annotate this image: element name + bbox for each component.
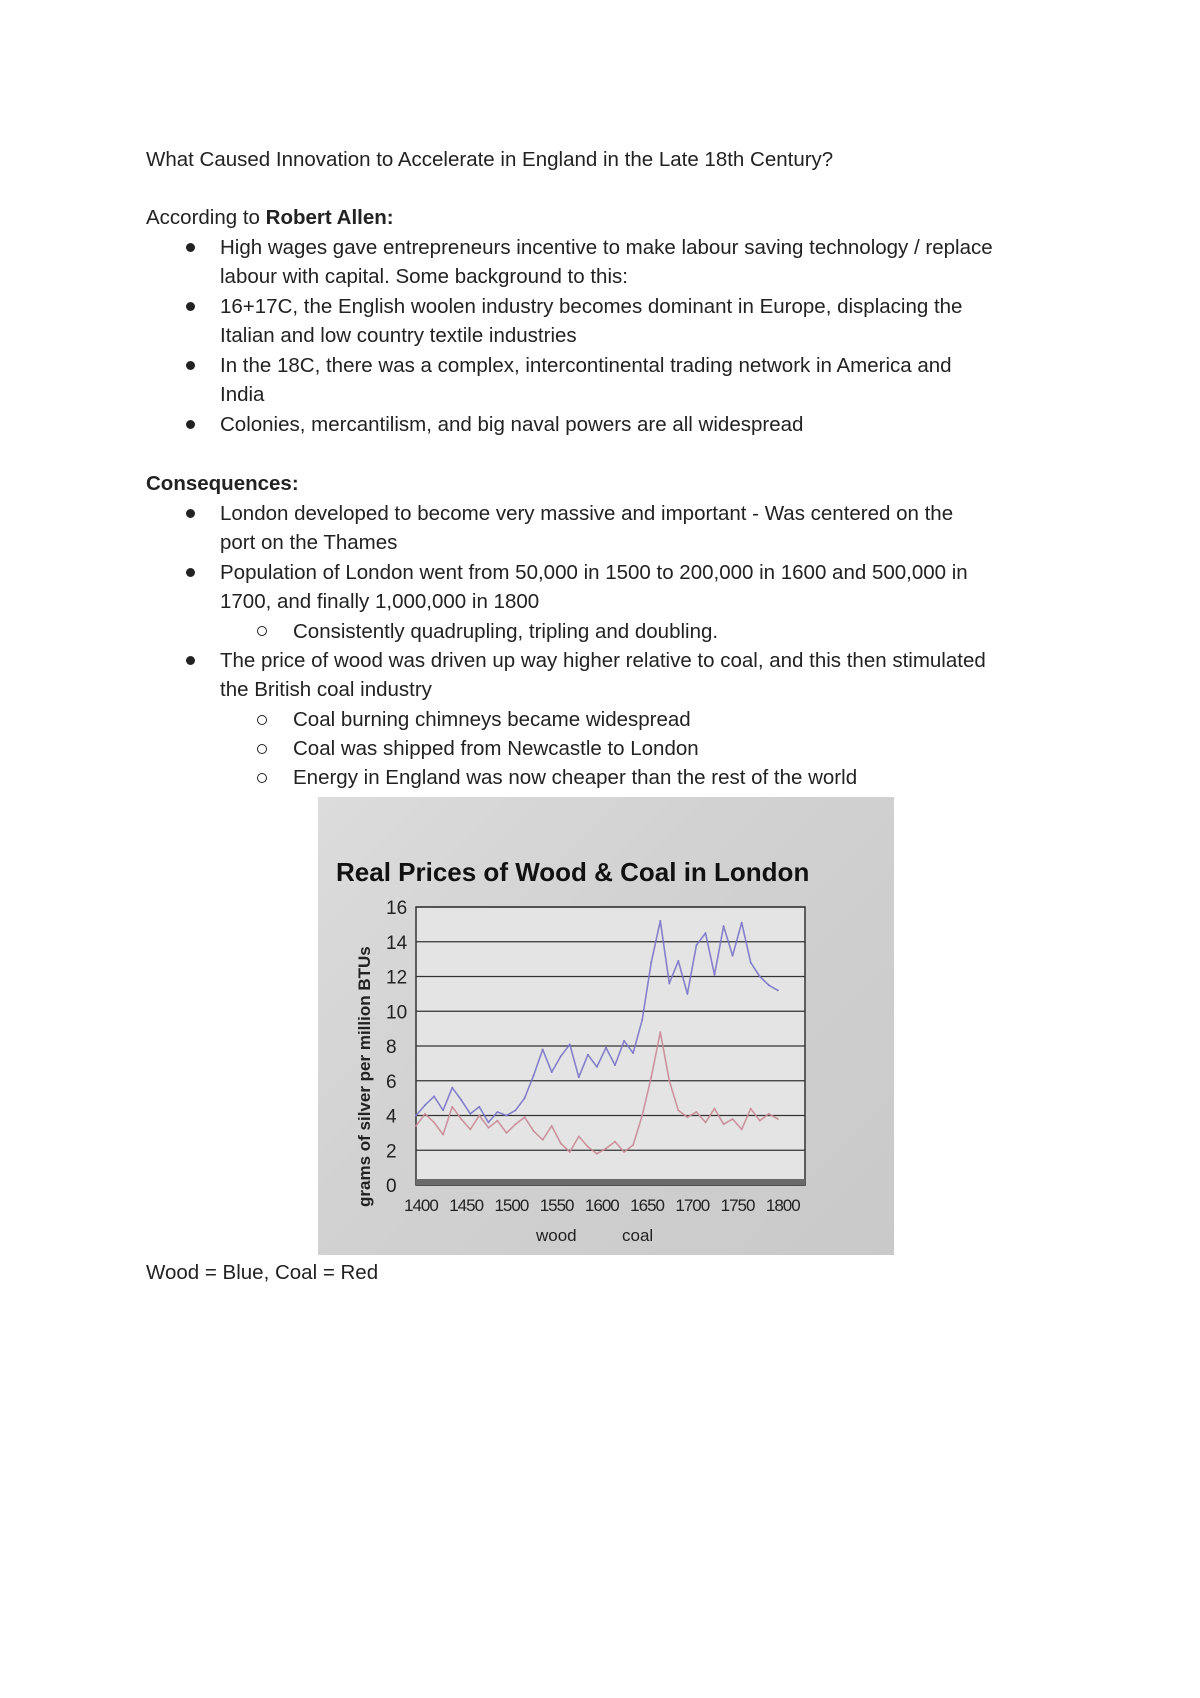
data-point-wood [614, 1064, 616, 1066]
data-point-coal [569, 1151, 571, 1153]
y-tick-label: 8 [386, 1037, 397, 1058]
data-point-wood [515, 1109, 517, 1111]
data-point-wood [605, 1047, 607, 1049]
data-point-coal [641, 1115, 643, 1117]
data-point-coal [506, 1132, 508, 1134]
bullet-icon [186, 361, 195, 370]
data-point-wood [551, 1071, 553, 1073]
sub-bullet-icon [257, 744, 267, 754]
data-point-coal [777, 1118, 779, 1120]
data-point-coal [677, 1109, 679, 1111]
data-point-wood [442, 1109, 444, 1111]
legend-label-wood: wood [536, 1226, 577, 1245]
allen-point-1-line-1: High wages gave entrepreneurs incentive to make labour saving technology / replace [220, 236, 993, 259]
data-point-wood [677, 960, 679, 962]
bullet-icon [186, 509, 195, 518]
data-point-wood [650, 962, 652, 964]
sub-bullet-icon [257, 626, 267, 636]
x-tick-label: 1600 [584, 1196, 619, 1215]
data-point-coal [469, 1129, 471, 1131]
allen-point-2-line-1: 16+17C, the English woolen industry becomes dominant in Europe, displacing the [220, 295, 963, 318]
data-point-wood [723, 925, 725, 927]
data-point-wood [632, 1052, 634, 1054]
data-point-coal [442, 1134, 444, 1136]
data-point-wood [732, 955, 734, 957]
data-point-wood [668, 983, 670, 985]
data-point-wood [578, 1076, 580, 1078]
data-point-coal [524, 1116, 526, 1118]
data-point-coal [668, 1080, 670, 1082]
chart-caption: Wood = Blue, Coal = Red [146, 1261, 379, 1284]
data-point-wood [524, 1097, 526, 1099]
y-tick-label: 2 [386, 1141, 397, 1163]
legend-label-coal: coal [622, 1226, 654, 1245]
data-point-wood [596, 1066, 598, 1068]
data-point-coal [714, 1108, 716, 1110]
data-point-coal [560, 1142, 562, 1144]
allen-point-3-line-1: In the 18C, there was a complex, intercontinental trading network in America and [220, 354, 952, 377]
data-point-wood [741, 922, 743, 924]
consequence-2-sub: Consistently quadrupling, tripling and doubling. [293, 620, 719, 643]
x-tick-label: 1400 [404, 1196, 438, 1215]
bullet-icon [186, 420, 195, 429]
data-point-wood [560, 1056, 562, 1058]
data-point-coal [605, 1148, 607, 1150]
allen-point-3-line-2: India [220, 383, 265, 406]
data-point-wood [768, 984, 770, 986]
bullet-icon [186, 656, 195, 665]
data-point-coal [614, 1141, 616, 1143]
data-point-coal [759, 1120, 761, 1122]
data-point-coal [741, 1129, 743, 1131]
allen-intro: According to [146, 206, 266, 229]
data-point-coal [696, 1111, 698, 1113]
data-point-wood [705, 932, 707, 934]
data-point-coal [768, 1113, 770, 1115]
consequence-1-line-1: London developed to become very massive and important - Was centered on the [220, 502, 954, 525]
consequence-3-sub-3: Energy in England was now cheaper than the rest of the world [293, 766, 858, 789]
allen-point-4: Colonies, mercantilism, and big naval powers are all widespread [220, 413, 804, 436]
data-point-wood [478, 1106, 480, 1108]
y-tick-label: 4 [386, 1106, 397, 1128]
consequences-heading: Consequences: [146, 472, 299, 495]
data-point-coal [623, 1151, 625, 1153]
data-point-wood [659, 920, 661, 922]
x-axis-band [416, 1179, 805, 1185]
wood-coal-price-chart [318, 797, 894, 1255]
data-point-coal [750, 1108, 752, 1110]
chart-title: Real Prices of Wood & Coal in London [336, 857, 810, 887]
data-point-wood [777, 990, 779, 992]
bullet-icon [186, 243, 195, 252]
data-point-coal [578, 1136, 580, 1138]
data-point-coal [551, 1125, 553, 1127]
data-point-wood [623, 1040, 625, 1042]
data-point-wood [542, 1049, 544, 1051]
y-tick-label: 16 [386, 898, 408, 919]
data-point-wood [451, 1087, 453, 1089]
data-point-coal [659, 1031, 661, 1033]
data-point-wood [569, 1043, 571, 1045]
data-point-coal [705, 1122, 707, 1124]
x-tick-label: 1450 [449, 1196, 484, 1215]
data-point-wood [506, 1115, 508, 1117]
data-point-wood [488, 1122, 490, 1124]
sub-bullet-icon [257, 715, 267, 725]
allen-point-2-line-2: Italian and low country textile industries [220, 324, 577, 347]
data-point-coal [415, 1125, 417, 1127]
consequence-3-line-2: the British coal industry [220, 678, 432, 701]
data-point-coal [596, 1153, 598, 1155]
chart-photo [318, 797, 894, 1255]
allen-name: Robert Allen: [265, 206, 394, 229]
data-point-wood [714, 974, 716, 976]
data-point-coal [433, 1122, 435, 1124]
data-point-coal [632, 1144, 634, 1146]
data-point-coal [542, 1139, 544, 1141]
y-tick-label: 14 [386, 932, 408, 954]
data-point-wood [533, 1075, 535, 1077]
x-tick-label: 1500 [494, 1196, 529, 1215]
data-point-wood [469, 1113, 471, 1115]
consequence-3-line-1: The price of wood was driven up way higher relative to coal, and this then stimulated [220, 649, 986, 672]
x-tick-label: 1750 [720, 1196, 755, 1215]
data-point-wood [433, 1096, 435, 1098]
data-point-wood [750, 962, 752, 964]
x-tick-label: 1550 [539, 1196, 574, 1215]
data-point-coal [687, 1116, 689, 1118]
y-tick-label: 0 [386, 1176, 397, 1197]
x-tick-label: 1650 [630, 1196, 664, 1215]
data-point-wood [415, 1115, 417, 1117]
x-tick-label: 1800 [765, 1196, 800, 1215]
data-point-coal [587, 1146, 589, 1148]
data-point-wood [587, 1054, 589, 1056]
consequence-3-sub-2: Coal was shipped from Newcastle to London [293, 737, 699, 760]
bullet-icon [186, 302, 195, 311]
data-point-wood [424, 1104, 426, 1106]
consequence-2-line-2: 1700, and finally 1,000,000 in 1800 [220, 590, 540, 613]
x-tick-label: 1700 [675, 1196, 710, 1215]
data-point-coal [515, 1123, 517, 1125]
chart-y-axis-label: grams of silver per million BTUs [355, 946, 374, 1207]
consequence-2-line-1: Population of London went from 50,000 in 1500 to 200,000 in 1600 and 500,000 in [220, 561, 968, 584]
allen-heading [146, 203, 394, 232]
sub-bullet-icon [257, 773, 267, 783]
data-point-coal [533, 1130, 535, 1132]
bullet-icon [186, 568, 195, 577]
data-point-coal [451, 1106, 453, 1108]
page-title: What Caused Innovation to Accelerate in England in the Late 18th Century? [146, 148, 834, 171]
data-point-wood [759, 976, 761, 978]
data-point-coal [424, 1113, 426, 1115]
data-point-wood [460, 1099, 462, 1101]
data-point-wood [497, 1111, 499, 1113]
data-point-coal [723, 1123, 725, 1125]
data-point-coal [488, 1127, 490, 1129]
data-point-coal [460, 1118, 462, 1120]
y-tick-label: 12 [386, 967, 408, 989]
data-point-coal [650, 1076, 652, 1078]
y-tick-label: 6 [386, 1071, 397, 1093]
data-point-coal [732, 1118, 734, 1120]
consequence-3-sub-1: Coal burning chimneys became widespread [293, 708, 691, 731]
data-point-wood [696, 944, 698, 946]
data-point-wood [687, 993, 689, 995]
consequence-1-line-2: port on the Thames [220, 531, 398, 554]
data-point-coal [478, 1115, 480, 1117]
data-point-coal [497, 1120, 499, 1122]
y-tick-label: 10 [386, 1002, 408, 1024]
allen-point-1-line-2: labour with capital. Some background to this: [220, 265, 628, 288]
data-point-wood [641, 1019, 643, 1021]
